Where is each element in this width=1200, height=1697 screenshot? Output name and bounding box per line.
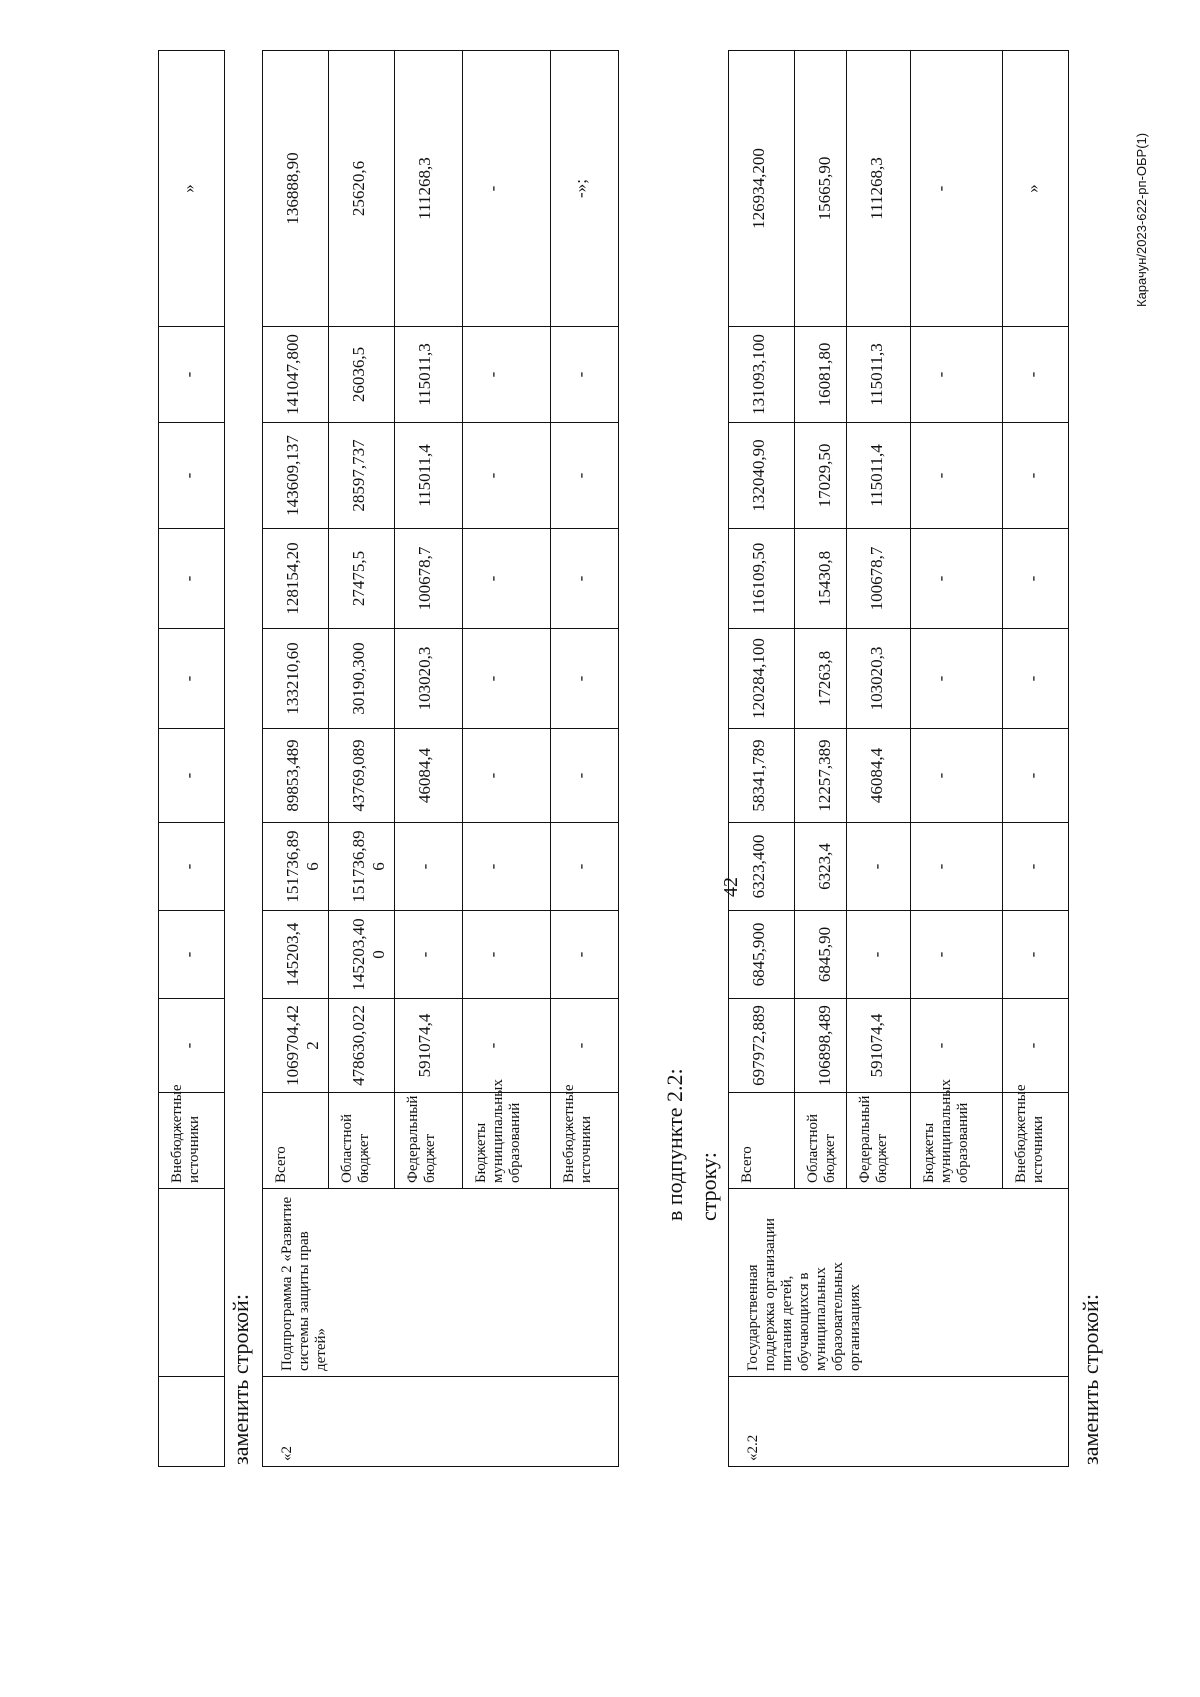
value-cell: - (1003, 911, 1069, 999)
value-cell: - (911, 729, 1003, 823)
value-cell: 478630,022 (329, 999, 395, 1093)
value-cell: - (551, 529, 619, 629)
value-cell: 17263,8 (795, 629, 847, 729)
value-cell: - (463, 51, 551, 327)
code-cell (159, 1377, 225, 1467)
value-cell: 120284,100 (729, 629, 795, 729)
value-cell: - (395, 911, 463, 999)
value-cell: 111268,3 (847, 51, 911, 327)
value-cell: 16081,80 (795, 327, 847, 423)
value-cell: - (1003, 423, 1069, 529)
replace-label-1: заменить строкой: (228, 1294, 253, 1465)
value-cell: - (159, 823, 225, 911)
source-cell: Внебюджетные источники (159, 1093, 225, 1189)
value-cell: » (1003, 51, 1069, 327)
value-cell: 128154,20 (263, 529, 329, 629)
value-cell: 6845,900 (729, 911, 795, 999)
value-cell: - (911, 529, 1003, 629)
value-cell: - (463, 999, 551, 1093)
value-cell: - (911, 823, 1003, 911)
value-cell: - (463, 823, 551, 911)
source-cell: Всего (729, 1093, 795, 1189)
value-cell: 43769,089 (329, 729, 395, 823)
name-cell: Государственная поддержка организации питания детей, обучающихся в муниципальных образовательных организациях (729, 1189, 1069, 1377)
value-cell: - (911, 629, 1003, 729)
value-cell: - (159, 999, 225, 1093)
row-label: строку: (696, 1152, 721, 1221)
value-cell: 151736,896 (329, 823, 395, 911)
value-cell: 6323,400 (729, 823, 795, 911)
document-code: Карачун/2023-622-рп-ОБР(1) (1134, 132, 1149, 307)
value-cell: - (463, 911, 551, 999)
value-cell: - (1003, 529, 1069, 629)
value-cell: - (911, 911, 1003, 999)
value-cell: - (159, 327, 225, 423)
page-number: 42 (720, 877, 742, 897)
value-cell: 89853,489 (263, 729, 329, 823)
table-subprogram-2 (262, 50, 619, 1467)
value-cell: - (551, 629, 619, 729)
source-cell: Федеральный бюджет (395, 1093, 463, 1189)
subpoint-label: в подпункте 2.2: (662, 1068, 687, 1221)
value-cell: - (463, 423, 551, 529)
value-cell: - (1003, 629, 1069, 729)
value-cell: - (463, 729, 551, 823)
code-cell: «2.2 (729, 1377, 1069, 1467)
value-cell: - (395, 823, 463, 911)
code-cell: «2 (263, 1377, 619, 1467)
value-cell: 115011,4 (847, 423, 911, 529)
value-cell: - (159, 529, 225, 629)
value-cell: 17029,50 (795, 423, 847, 529)
value-cell: 106898,489 (795, 999, 847, 1093)
value-cell: 6845,90 (795, 911, 847, 999)
value-cell: - (1003, 999, 1069, 1093)
value-cell: 116109,50 (729, 529, 795, 629)
value-cell: 28597,737 (329, 423, 395, 529)
source-cell: Всего (263, 1093, 329, 1189)
value-cell: - (1003, 729, 1069, 823)
source-cell: Бюджеты муниципальных образований (463, 1093, 551, 1189)
value-cell: 132040,90 (729, 423, 795, 529)
value-cell: 15665,90 (795, 51, 847, 327)
value-cell: 136888,90 (263, 51, 329, 327)
value-cell: 697972,889 (729, 999, 795, 1093)
source-cell: Федеральный бюджет (847, 1093, 911, 1189)
table-row (159, 51, 225, 1467)
source-cell: Областной бюджет (795, 1093, 847, 1189)
value-cell: 133210,60 (263, 629, 329, 729)
value-cell: - (551, 327, 619, 423)
value-cell: 145203,4 (263, 911, 329, 999)
value-cell: 100678,7 (395, 529, 463, 629)
value-cell: - (159, 629, 225, 729)
value-cell: - (159, 423, 225, 529)
value-cell: 151736,896 (263, 823, 329, 911)
value-cell: - (1003, 823, 1069, 911)
source-cell: Внебюджетные источники (1003, 1093, 1069, 1189)
value-cell: 145203,400 (329, 911, 395, 999)
value-cell: - (159, 729, 225, 823)
value-cell: 27475,5 (329, 529, 395, 629)
value-cell: -»; (551, 51, 619, 327)
value-cell: 131093,100 (729, 327, 795, 423)
value-cell: 143609,137 (263, 423, 329, 529)
value-cell: 25620,6 (329, 51, 395, 327)
value-cell: 103020,3 (847, 629, 911, 729)
value-cell: 58341,789 (729, 729, 795, 823)
name-cell (159, 1189, 225, 1377)
value-cell: - (159, 911, 225, 999)
value-cell: 26036,5 (329, 327, 395, 423)
table-continuation (158, 50, 225, 1467)
table-subpoint-2-2 (728, 50, 1069, 1467)
value-cell: - (551, 999, 619, 1093)
value-cell: 126934,200 (729, 51, 795, 327)
value-cell: 30190,300 (329, 629, 395, 729)
value-cell: 115011,3 (847, 327, 911, 423)
source-cell: Бюджеты муниципальных образований (911, 1093, 1003, 1189)
value-cell: 591074,4 (395, 999, 463, 1093)
source-cell: Внебюджетные источники (551, 1093, 619, 1189)
value-cell: 103020,3 (395, 629, 463, 729)
value-cell: - (463, 327, 551, 423)
value-cell: - (551, 823, 619, 911)
value-cell: - (847, 911, 911, 999)
name-cell: Подпрограмма 2 «Развитие системы защиты прав детей» (263, 1189, 619, 1377)
value-cell: 100678,7 (847, 529, 911, 629)
value-cell: 1069704,422 (263, 999, 329, 1093)
value-cell: - (463, 629, 551, 729)
table-row (263, 51, 329, 1467)
value-cell: - (551, 423, 619, 529)
value-cell: 12257,389 (795, 729, 847, 823)
value-cell: - (911, 999, 1003, 1093)
value-cell: - (551, 729, 619, 823)
value-cell: - (911, 423, 1003, 529)
value-cell: 115011,4 (395, 423, 463, 529)
table-row (729, 51, 795, 1467)
source-cell: Областной бюджет (329, 1093, 395, 1189)
value-cell: - (1003, 327, 1069, 423)
replace-label-2: заменить строкой: (1078, 1294, 1103, 1465)
value-cell: 111268,3 (395, 51, 463, 327)
value-cell: 591074,4 (847, 999, 911, 1093)
value-cell: - (911, 327, 1003, 423)
value-cell: 141047,800 (263, 327, 329, 423)
value-cell: 46084,4 (847, 729, 911, 823)
value-cell: - (847, 823, 911, 911)
value-cell: - (463, 529, 551, 629)
value-cell: 15430,8 (795, 529, 847, 629)
value-cell: - (911, 51, 1003, 327)
value-cell: 46084,4 (395, 729, 463, 823)
value-cell: » (159, 51, 225, 327)
value-cell: 6323,4 (795, 823, 847, 911)
value-cell: 115011,3 (395, 327, 463, 423)
value-cell: - (551, 911, 619, 999)
